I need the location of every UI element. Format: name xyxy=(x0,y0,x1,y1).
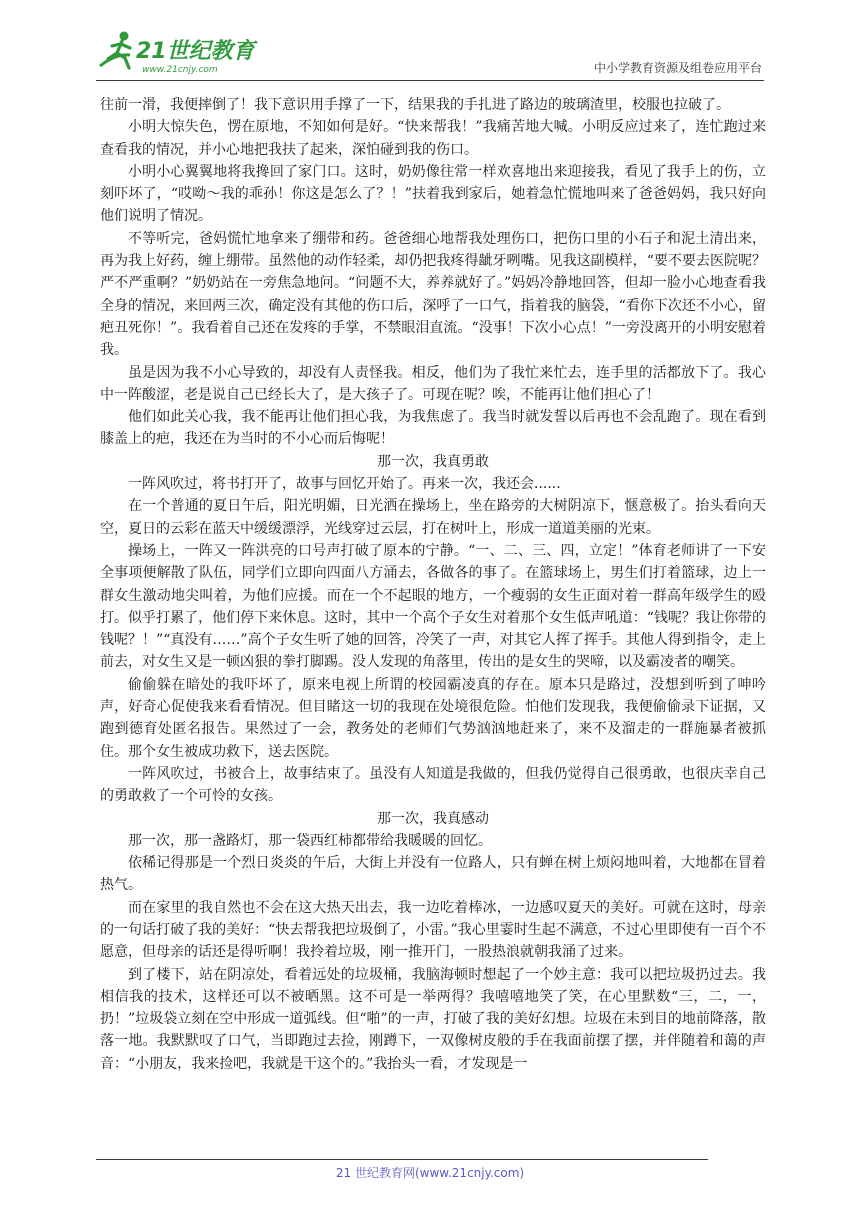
platform-name: 中小学教育资源及组卷应用平台 xyxy=(593,61,762,75)
paragraph: 依稀记得那是一个烈日炎炎的午后，大街上并没有一位路人，只有蝉在树上烦闷地叫着，大地都在冒着热气。 xyxy=(100,855,766,894)
page-footer: 21 世纪教育网(www.21cnjy.com) xyxy=(335,1166,525,1180)
paragraph: 操场上，一阵又一阵洪亮的口号声打破了原本的宁静。“一、二、三、四，立定！”体育老师讲了一下安全事项便解散了队伍，同学们立即向四面八方涌去，各做各的事了。在篮球场上，男生们打着篮球，边上一群女生激动地尖叫着，为他们应援。而在一个不起眼的地方，一个瘦弱的女生正面对着一群高年级学生的殴打。似乎打累了，他们停下来休息。这时，其中一个高个子女生对着那个女生低声吼道：“钱呢？我让你带的钱呢？！”“真没有……”高个子女生听了她的回答，冷笑了一声，对其它人挥了挥手。其他人得到指令，走上前去，对女生又是一顿凶狠的拳打脚踢。没人发现的角落里，传出的是女生的哭啼，以及霸凌者的嘲笑。 xyxy=(100,542,766,671)
paragraph: 一阵风吹过，将书打开了，故事与回忆开始了。再来一次，我还会...... xyxy=(128,476,561,493)
paragraph: 小明小心翼翼地将我搀回了家门口。这时，奶奶像往常一样欢喜地出来迎接我，看见了我手上的伤，立刻吓坏了，“哎呦～我的乖孙！你这是怎么了？！”扶着我到家后，她着急忙慌地叫来了爸爸妈妈，我只好向他们说明了情况。 xyxy=(100,163,766,225)
paragraph: 一阵风吹过，书被合上，故事结束了。虽没有人知道是我做的，但我仍觉得自己很勇敢，也很庆幸自己的勇敢救了一个可怜的女孩。 xyxy=(100,765,766,805)
runner-logo-icon xyxy=(96,28,266,78)
paragraph: 不等听完，爸妈慌忙地拿来了绷带和药。爸爸细心地帮我处理伤口，把伤口里的小石子和泥土清出来，再为我上好药，缠上绷带。虽然他的动作轻柔，却仍把我疼得龇牙咧嘴。见我这副模样，“要不要去医院呢？严不严重啊？”奶奶站在一旁焦急地问。“问题不大，养养就好了。”妈妈冷静地回答，但却一脸小心地查看我全身的情况，来回两三次，确定没有其他的伤口后，深呼了一口气，指着我的脑袋，“看你下次还不小心，留疤丑死你！”。我看着自己还在发疼的手掌，不禁眼泪直流。“没事！下次小心点！”一旁没离开的小明安慰着我。 xyxy=(100,230,766,359)
paragraph: 在一个普通的夏日午后，阳光明媚，日光洒在操场上，坐在路旁的大树阴凉下，惬意极了。抬头看向天空，夏日的云彩在蓝天中缓缓漂浮，光线穿过云层，打在树叶上，形成一道道美丽的光束。 xyxy=(100,498,766,537)
page-header xyxy=(96,28,764,80)
paragraph: 小明大惊失色，愣在原地，不知如何是好。“快来帮我！”我痛苦地大喊。小明反应过来了，连忙跑过来查看我的情况，并小心地把我扶了起来，深怕碰到我的伤口。 xyxy=(100,119,766,158)
section-heading: 那一次，我真勇敢 xyxy=(377,453,489,470)
footer-divider xyxy=(96,1159,708,1160)
header-divider xyxy=(96,80,764,81)
paragraph: 那一次，那一盏路灯，那一袋西红柿都带给我暖暖的回忆。 xyxy=(128,832,492,849)
paragraph: 虽是因为我不小心导致的，却没有人责怪我。相反，他们为了我忙来忙去，连手里的活都放下了。我心中一阵酸涩，老是说自己已经长大了，是大孩子了。可现在呢？唉，不能再让他们担心了！ xyxy=(100,364,766,403)
paragraph: 往前一滑，我便摔倒了！我下意识用手撑了一下，结果我的手扎进了路边的玻璃渣里，校服也拉破了。 xyxy=(100,97,730,113)
document-body xyxy=(100,94,766,1075)
site-logo xyxy=(96,28,266,78)
svg-text:www.21cnjy.com: www.21cnjy.com xyxy=(142,65,218,75)
section-heading: 那一次，我真感动 xyxy=(377,810,489,827)
paragraph: 而在家里的我自然也不会在这大热天出去，我一边吃着棒冰，一边感叹夏天的美好。可就在这时，母亲的一句话打破了我的美好：“快去帮我把垃圾倒了，小雷。”我心里霎时生起不满意，不过心里即使有一百个不愿意，但母亲的话还是得听啊！我拎着垃圾，刚一推开门，一股热浪就朝我涌了过来。 xyxy=(100,899,766,961)
svg-text:21世纪教育: 21世纪教育 xyxy=(136,39,255,64)
paragraph: 偷偷躲在暗处的我吓坏了，原来电视上所谓的校园霸凌真的存在。原本只是路过，没想到听到了呻吟声，好奇心促使我来看看情况。但目睹这一切的我现在处境很危险。怕他们发现我，我便偷偷录下证据，又跑到德育处匿名报告。果然过了一会，教务处的老师们气势汹汹地赶来了，来不及溜走的一群施暴者被抓住。那个女生被成功救下，送去医院。 xyxy=(100,676,766,760)
paragraph: 他们如此关心我，我不能再让他们担心我，为我焦虑了。我当时就发誓以后再也不会乱跑了。现在看到膝盖上的疤，我还在为当时的不小心而后悔呢！ xyxy=(100,409,766,448)
paragraph: 到了楼下，站在阴凉处，看着远处的垃圾桶，我脑海顿时想起了一个妙主意：我可以把垃圾扔过去。我相信我的技术，这样还可以不被晒黑。这不可是一举两得？我嘻嘻地笑了笑，在心里默数“三，二，一，扔！”垃圾袋立刻在空中形成一道弧线。但“啪”的一声，打破了我的美好幻想。垃圾在未到目的地前降落，散落一地。我默默叹了口气，当即跑过去捡，刚蹲下，一双像树皮般的手在我面前摆了摆，并伴随着和蔼的声音：“小朋友，我来捡吧，我就是干这个的。”我抬头一看，才发现是一 xyxy=(100,966,766,1072)
